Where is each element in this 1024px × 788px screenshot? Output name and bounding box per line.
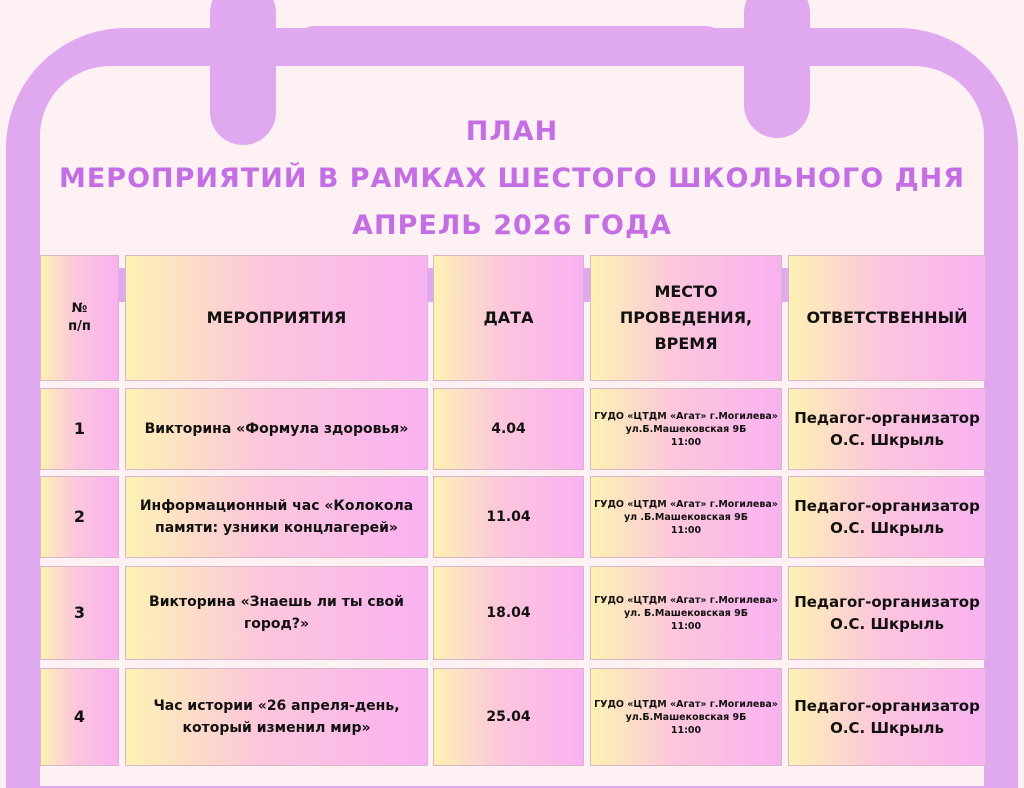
row-1-event (125, 388, 428, 470)
responsible-line: Педагог-организатор (794, 697, 980, 715)
header-place-line-2: ПРОВЕДЕНИЯ, (619, 308, 753, 327)
calendar-top-bar (296, 26, 724, 62)
title-line-3: АПРЕЛЬ 2026 ГОДА (352, 210, 672, 241)
place-line: ул. Б.Машековская 9Б (623, 607, 749, 619)
event-date: 18.04 (486, 605, 531, 621)
place-line: ГУДО «ЦТДМ «Агат» г.Могилева» (594, 498, 778, 510)
title-line-2: МЕРОПРИЯТИЙ В РАМКАХ ШЕСТОГО ШКОЛЬНОГО ДНЯ (58, 163, 965, 194)
place-line: 11:00 (670, 436, 702, 448)
row-2-place (590, 476, 782, 558)
responsible-line: О.С. Шкрыль (830, 519, 944, 537)
row-3-place (590, 566, 782, 660)
place-line: 11:00 (670, 620, 702, 632)
header-event-label: МЕРОПРИЯТИЯ (206, 308, 347, 327)
event-date: 25.04 (486, 709, 531, 725)
place-line: ул.Б.Машековская 9Б (625, 711, 747, 723)
header-date-label: ДАТА (483, 308, 534, 327)
event-line: Час истории «26 апреля-день, (153, 698, 400, 714)
row-num: 3 (73, 603, 86, 622)
row-1-place (590, 388, 782, 470)
place-line: 11:00 (670, 524, 702, 536)
header-place (590, 255, 782, 381)
event-line: город?» (243, 616, 310, 632)
event-date: 4.04 (491, 421, 526, 437)
header-responsible (788, 255, 986, 381)
responsible-line: О.С. Шкрыль (830, 615, 944, 633)
event-date: 11.04 (486, 509, 531, 525)
responsible-line: О.С. Шкрыль (830, 431, 944, 449)
place-line: ГУДО «ЦТДМ «Агат» г.Могилева» (594, 410, 778, 422)
page-title (0, 108, 1024, 249)
place-line: ул.Б.Машековская 9Б (625, 423, 747, 435)
responsible-line: О.С. Шкрыль (830, 719, 944, 737)
row-4-responsible (788, 668, 986, 766)
row-2-date (433, 476, 584, 558)
row-num: 1 (73, 419, 86, 438)
row-3-responsible (788, 566, 986, 660)
event-line: памяти: узники концлагерей» (155, 520, 398, 536)
row-3-date (433, 566, 584, 660)
row-1-num (40, 388, 119, 470)
header-event (125, 255, 428, 381)
responsible-line: Педагог-организатор (794, 409, 980, 427)
place-line: ул .Б.Машековская 9Б (623, 511, 749, 523)
event-line: Викторина «Формула здоровья» (144, 421, 409, 437)
place-line: ГУДО «ЦТДМ «Агат» г.Могилева» (594, 698, 778, 710)
row-3-num (40, 566, 119, 660)
row-2-responsible (788, 476, 986, 558)
header-num-line-1: № (71, 301, 88, 316)
row-3-event (125, 566, 428, 660)
header-responsible-label: ОТВЕТСТВЕННЫЙ (806, 308, 968, 327)
row-num: 2 (73, 507, 86, 526)
row-1-responsible (788, 388, 986, 470)
row-4-place (590, 668, 782, 766)
row-1-date (433, 388, 584, 470)
place-line: ГУДО «ЦТДМ «Агат» г.Могилева» (594, 594, 778, 606)
header-place-line-3: ВРЕМЯ (654, 334, 718, 353)
row-2-num (40, 476, 119, 558)
header-num-line-2: п/п (68, 319, 91, 334)
responsible-line: Педагог-организатор (794, 593, 980, 611)
row-4-date (433, 668, 584, 766)
header-place-line-1: МЕСТО (654, 282, 718, 301)
row-4-event (125, 668, 428, 766)
header-date (433, 255, 584, 381)
event-line: Информационный час «Колокола (139, 498, 414, 514)
event-line: который изменил мир» (182, 720, 371, 736)
event-line: Викторина «Знаешь ли ты свой (149, 594, 404, 610)
row-2-event (125, 476, 428, 558)
responsible-line: Педагог-организатор (794, 497, 980, 515)
row-num: 4 (73, 707, 86, 726)
row-4-num (40, 668, 119, 766)
header-num (40, 255, 119, 381)
title-line-1: ПЛАН (465, 116, 559, 147)
place-line: 11:00 (670, 724, 702, 736)
